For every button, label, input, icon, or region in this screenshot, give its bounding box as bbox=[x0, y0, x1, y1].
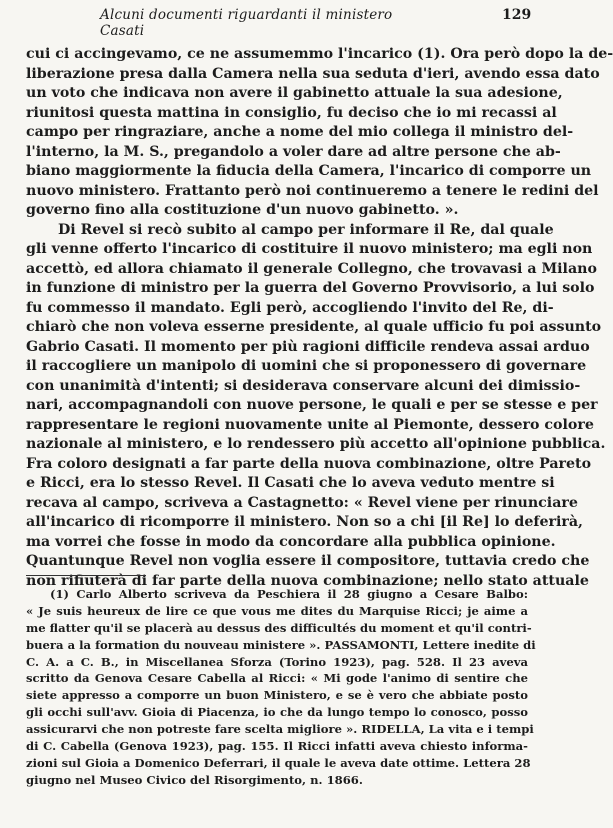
body-line: l'interno, la M. S., pregandolo a voler dare ad altre persone che ab- bbox=[26, 143, 561, 160]
body-line: nazionale al ministero, e lo rendessero più accetto all'opinione pubblica. bbox=[26, 436, 606, 452]
footnote-rule bbox=[26, 575, 146, 576]
body-line: con unanimità d'intenti; si desiderava conservare alcuni dei dimissio- bbox=[26, 377, 581, 394]
body-line: in funzione di ministro per la guerra del Governo Provvisorio, a lui solo bbox=[26, 280, 595, 296]
body-line: Quantunque Revel non voglia essere il compositore, tuttavia credo che bbox=[26, 553, 590, 569]
footnote bbox=[26, 586, 536, 789]
body-line: nari, accompagnandoli con nuove persone, le quali e per se stesse e per bbox=[26, 397, 598, 413]
body-line: recava al campo, scriveva a Castagnetto: « Revel viene per rinunciare bbox=[26, 494, 578, 511]
body-line: rappresentare le regioni nuovamente unite al Piemonte, dessero colore bbox=[26, 416, 594, 433]
body-line: chiarò che non voleva esserne presidente, al quale ufficio fu poi assunto bbox=[26, 319, 602, 335]
body-line: ma vorrei che fosse in modo da concordare alla pubblica opinione. bbox=[26, 533, 556, 550]
body-line: all'incarico di ricomporre il ministero. Non so a chi [il Re] lo deferirà, bbox=[26, 514, 583, 530]
body-line: biano maggiormente la fiducia della Camera, l'incarico di comporre un bbox=[26, 163, 592, 179]
footnote-line: buera a la formation du nouveau ministere ». PASSAMONTI, Lettere inedite di bbox=[26, 637, 536, 652]
body-line: accettò, ed allora chiamato il generale Collegno, che trovavasi a Milano bbox=[26, 260, 597, 277]
footnote-line: assicurarvi che non potreste fare scelta migliore ». RIDELLA, La vita e i tempi bbox=[26, 722, 534, 737]
footnote-line: me flatter qu'il se placerà au dessus des difficultés du moment et qu'il contri- bbox=[26, 620, 532, 635]
body-line: il raccogliere un manipolo di uomini che si proponessero di governare bbox=[26, 358, 587, 374]
running-title: Alcuni documenti riguardanti il ministero Casati bbox=[100, 7, 393, 39]
footnote-line: « Je suis heureux de lire ce que vous me dites du Marquise Ricci; je aime a bbox=[26, 603, 528, 618]
body-line: nuovo ministero. Frattanto però noi continueremo a tenere le redini del bbox=[26, 182, 599, 199]
footnote-line: di C. Cabella (Genova 1923), pag. 155. Il Ricci infatti aveva chiesto informa- bbox=[26, 739, 528, 754]
body-line: liberazione presa dalla Camera nella sua seduta d'ieri, avendo essa dato bbox=[26, 65, 600, 82]
footnote-line: scritto da Genova Cesare Cabella al Ricci: « Mi gode l'animo di sentire che bbox=[26, 671, 528, 686]
body-line: gli venne offerto l'incarico di costituire il nuovo ministero; ma egli non bbox=[26, 241, 593, 257]
body-line: governo fino alla costituzione d'un nuovo gabinetto. ». bbox=[26, 202, 459, 218]
body-line: riunitosi questa mattina in consiglio, fu deciso che io mi recassi al bbox=[26, 104, 557, 121]
body-line: cui ci accingevamo, ce ne assumemmo l'incarico (1). Ora però dopo la de- bbox=[26, 46, 613, 62]
body-line: Fra coloro designati a far parte della nuova combinazione, oltre Pareto bbox=[26, 455, 592, 472]
body-line: fu commesso il mandato. Egli però, accogliendo l'invito del Re, di- bbox=[26, 299, 554, 316]
body-line: e Ricci, era lo stesso Revel. Il Casati che lo aveva veduto mentre si bbox=[26, 475, 555, 491]
body-text bbox=[26, 45, 613, 591]
body-line: non rifiuterà di far parte della nuova combinazione; nello stato attuale bbox=[26, 572, 589, 589]
footnote-line: giugno nel Museo Civico del Risorgimento, n. 1866. bbox=[26, 772, 363, 787]
footnote-line: (1) Carlo Alberto scriveva da Peschiera il 28 giugno a Cesare Balbo: bbox=[50, 587, 528, 601]
footnote-line: zioni sul Gioia a Domenico Deferrari, il quale le aveva date ottime. Lettera 28 bbox=[26, 755, 531, 770]
body-line: campo per ringraziare, anche a nome del mio collega il ministro del- bbox=[26, 124, 574, 140]
footnote-line: gli occhi sull'avv. Gioia di Piacenza, io che da lungo tempo lo conosco, posso bbox=[26, 705, 528, 720]
page-number: 129 bbox=[502, 7, 532, 23]
footnote-line: siete appresso a comporre un buon Ministero, e se è vero che abbiate posto bbox=[26, 688, 528, 703]
body-line: Gabrio Casati. Il momento per più ragioni difficile rendeva assai arduo bbox=[26, 338, 590, 355]
body-line: Di Revel si recò subito al campo per informare il Re, dal quale bbox=[58, 221, 554, 238]
body-line: un voto che indicava non avere il gabinetto attuale la sua adesione, bbox=[26, 85, 563, 101]
footnote-line: C. A. a C. B., in Miscellanea Sforza (Torino 1923), pag. 528. Il 23 aveva bbox=[26, 654, 528, 669]
